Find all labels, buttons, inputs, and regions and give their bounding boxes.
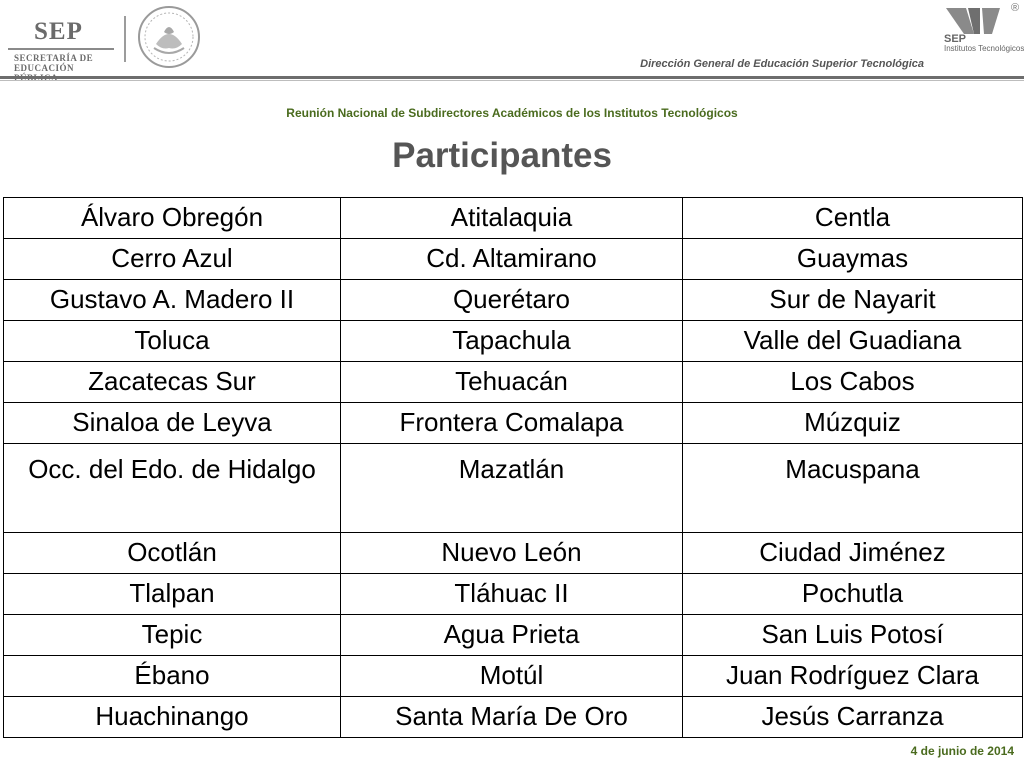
table-cell: Ocotlán [4,533,341,574]
it-logo-registered-mark: ® [1011,2,1020,14]
table-row [4,533,1023,574]
table-cell: Tlalpan [4,574,341,615]
table-cell: Atitalaquia [341,198,683,239]
table-cell: Ébano [4,656,341,697]
table-cell: Gustavo A. Madero II [4,280,341,321]
table-cell: Huachinango [4,697,341,738]
table-cell: Valle del Guadiana [683,321,1023,362]
table-cell: Occ. del Edo. de Hidalgo [4,444,341,533]
table-row [4,321,1023,362]
table-cell: Tepic [4,615,341,656]
table-cell: Mazatlán [341,444,683,533]
table-cell: Zacatecas Sur [4,362,341,403]
table-cell: Álvaro Obregón [4,198,341,239]
table-cell: Pochutla [683,574,1023,615]
sep-logo [2,8,120,73]
sep-logo-subtitle-1: SECRETARÍA DE [14,53,94,63]
table-row [4,198,1023,239]
table-cell: Sur de Nayarit [683,280,1023,321]
coat-of-arms-seal-icon [136,4,202,70]
slide-title: Participantes [392,136,612,175]
table-cell: Ciudad Jiménez [683,533,1023,574]
table-cell: Tehuacán [341,362,683,403]
header-rule-dark [0,76,1024,79]
institutos-tecnologicos-logo [940,2,1024,60]
participants-table [3,197,1023,738]
table-cell: San Luis Potosí [683,615,1023,656]
sep-logo-subtitle-2: EDUCACIÓN [14,63,75,73]
table-cell: Los Cabos [683,362,1023,403]
table-row [4,362,1023,403]
table-row [4,656,1023,697]
table-cell: Sinaloa de Leyva [4,403,341,444]
it-logo-line1: SEP [944,33,967,45]
table-cell: Juan Rodríguez Clara [683,656,1023,697]
table-row [4,403,1023,444]
table-cell: Guaymas [683,239,1023,280]
table-cell: Jesús Carranza [683,697,1023,738]
table-cell: Cerro Azul [4,239,341,280]
table-row [4,615,1023,656]
table-row [4,280,1023,321]
table-cell: Agua Prieta [341,615,683,656]
directorate-name: Dirección General de Educación Superior Tecnológica [640,58,924,70]
table-cell: Querétaro [341,280,683,321]
table-cell: Frontera Comalapa [341,403,683,444]
table-cell: Cd. Altamirano [341,239,683,280]
table-cell: Centla [683,198,1023,239]
table-row [4,697,1023,738]
table-row [4,239,1023,280]
table-cell: Tláhuac II [341,574,683,615]
table-cell: Santa María De Oro [341,697,683,738]
table-cell: Tapachula [341,321,683,362]
footer-date: 4 de junio de 2014 [910,744,1014,758]
slide-header [0,0,1024,95]
header-divider [124,16,126,62]
table-row [4,574,1023,615]
meeting-title: Reunión Nacional de Subdirectores Académicos de los Institutos Tecnológicos [286,106,738,120]
sep-logo-title: SEP [34,18,83,45]
header-rule-light [0,80,1024,81]
table-row [4,444,1023,533]
table-cell: Motúl [341,656,683,697]
table-cell: Macuspana [683,444,1023,533]
table-cell: Múzquiz [683,403,1023,444]
table-cell: Toluca [4,321,341,362]
sep-logo-rule [8,48,114,50]
table-cell: Nuevo León [341,533,683,574]
it-logo-line2: Institutos Tecnológicos [944,44,1024,53]
